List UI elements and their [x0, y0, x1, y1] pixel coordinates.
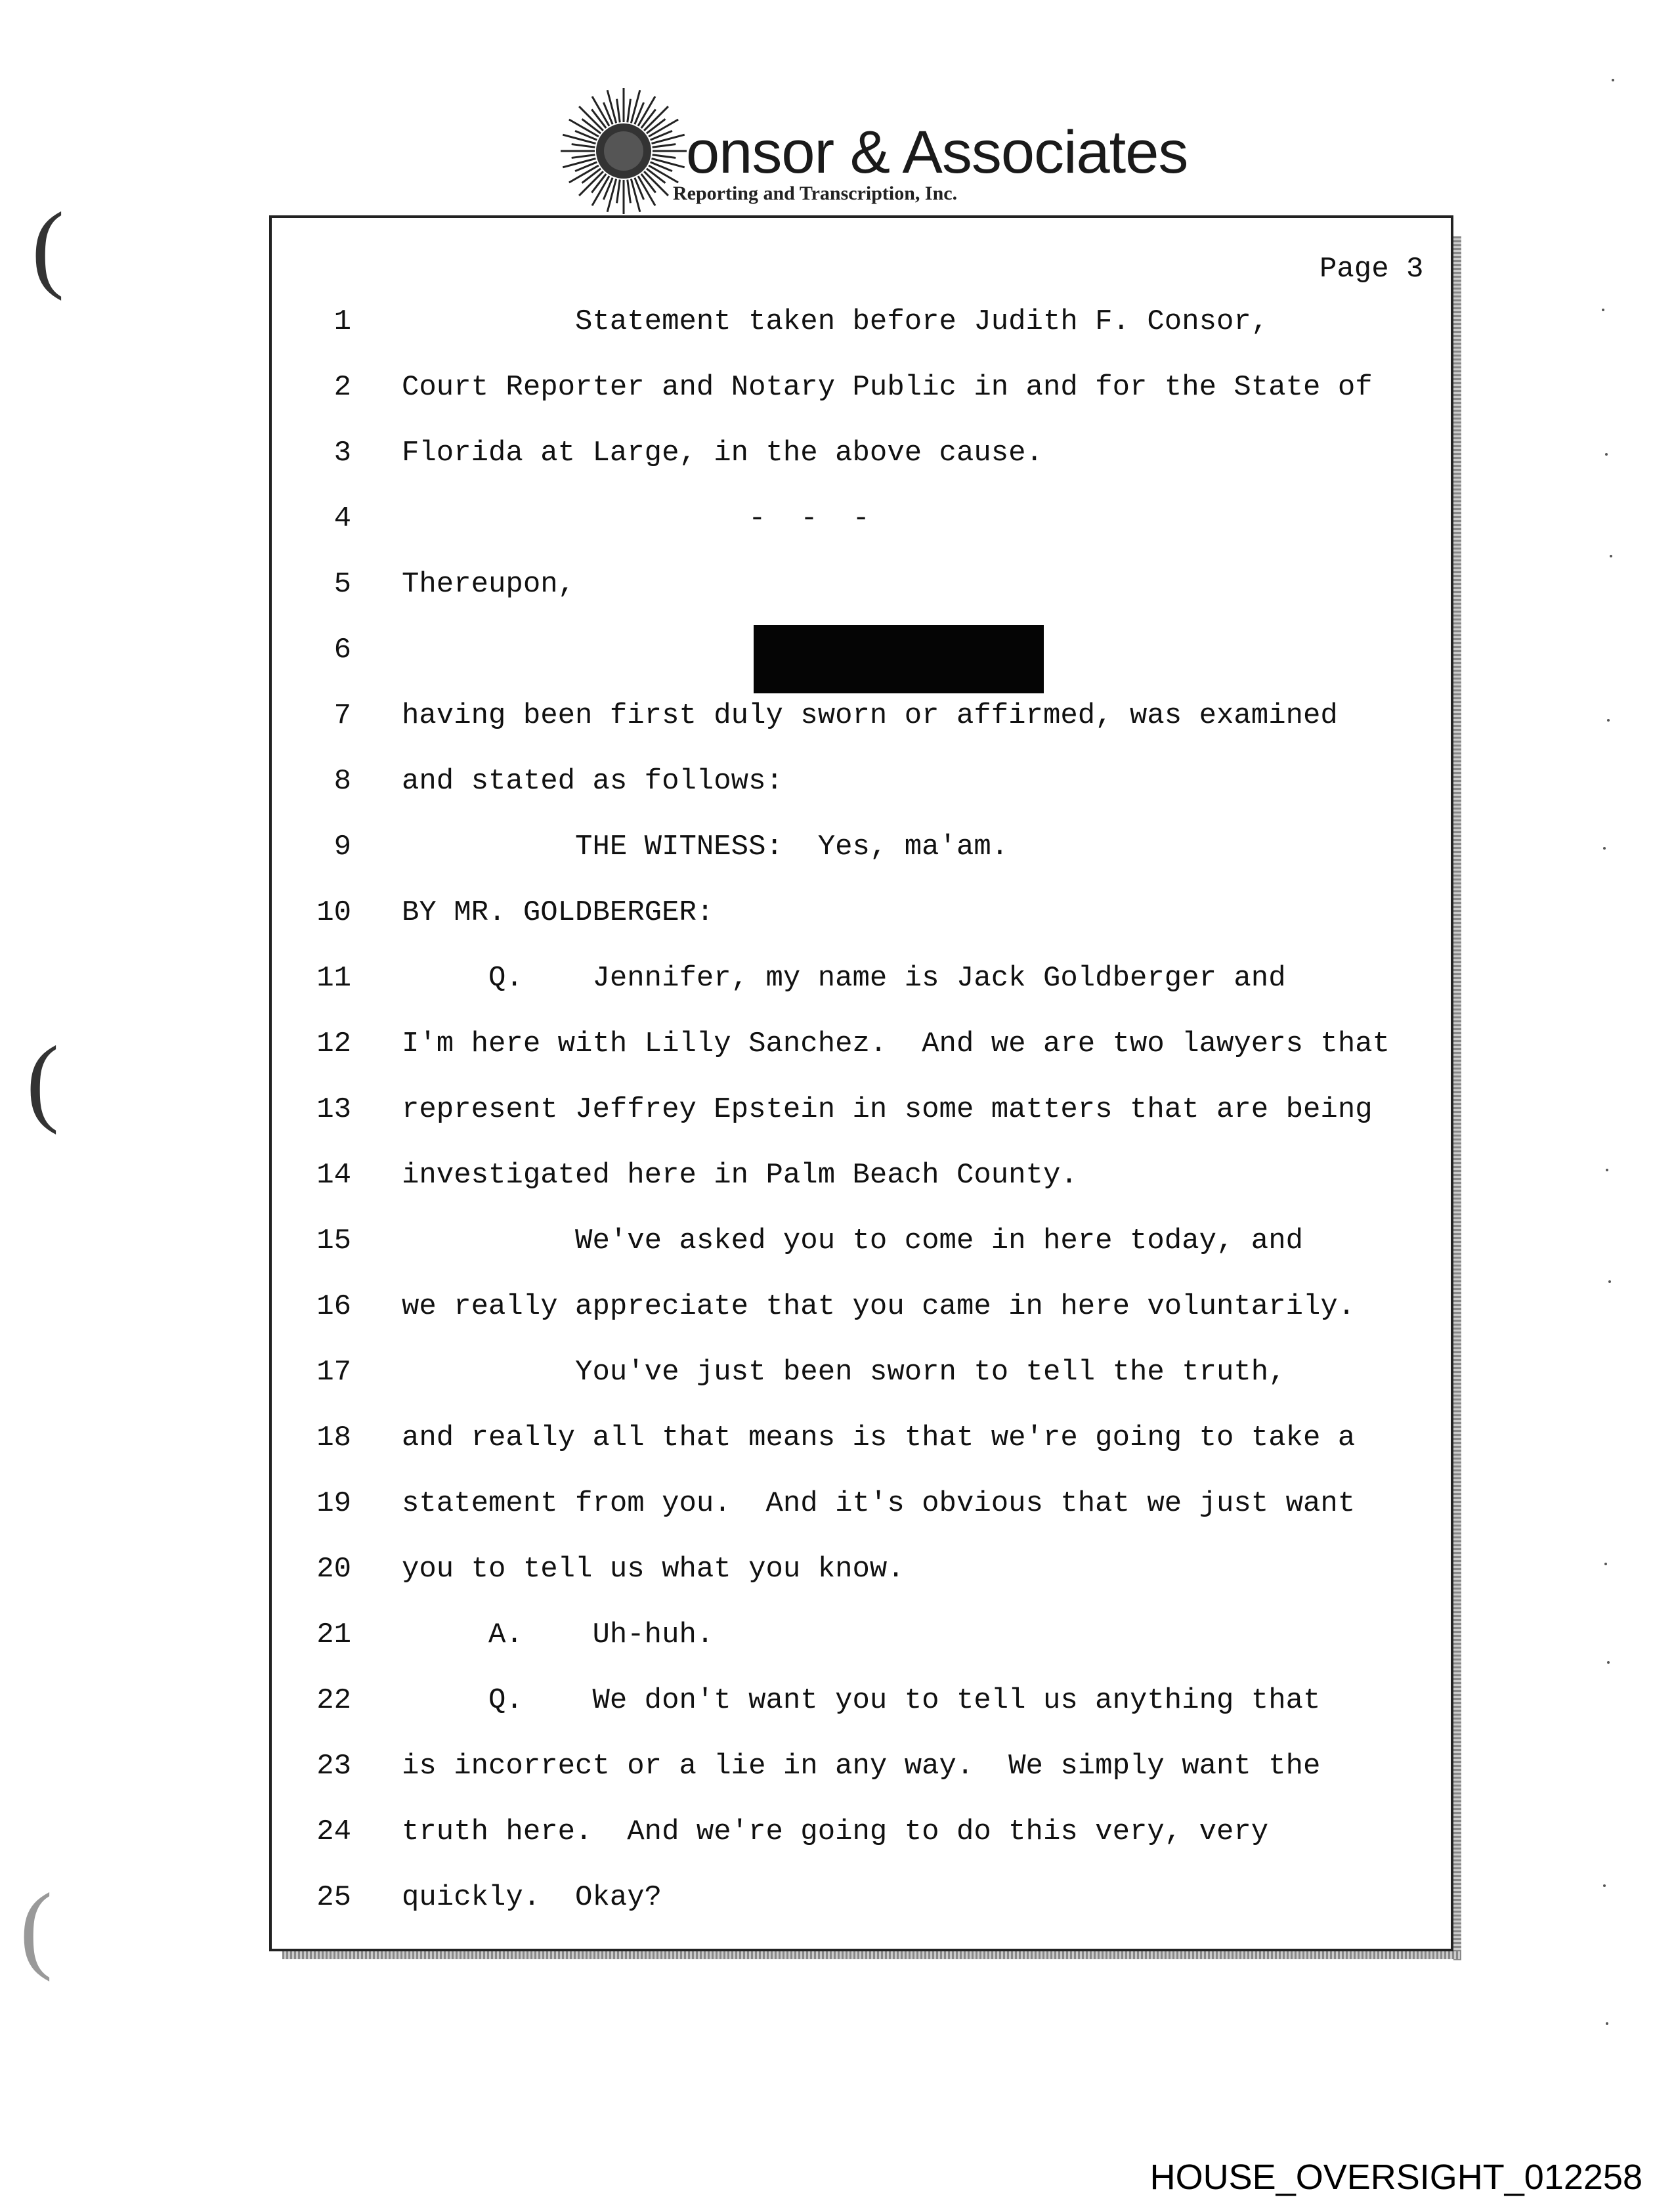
- line-number: 23: [316, 1750, 351, 1783]
- line-number: 10: [316, 896, 351, 929]
- line-text: Q. We don't want you to tell us anything that: [402, 1684, 1321, 1717]
- line-text: represent Jeffrey Epstein in some matters that are being: [402, 1093, 1373, 1126]
- line-number: 5: [333, 568, 351, 601]
- scan-speck: [1603, 847, 1606, 850]
- line-number: 16: [316, 1290, 351, 1323]
- line-number: 24: [316, 1815, 351, 1848]
- line-text: investigated here in Palm Beach County.: [402, 1159, 1078, 1192]
- redaction-bar: [754, 625, 1044, 693]
- transcript-line: [0, 896, 1444, 962]
- line-text: BY MR. GOLDBERGER:: [402, 896, 714, 929]
- logo-ray: [607, 90, 616, 123]
- punch-hole-mark: (: [26, 1026, 59, 1135]
- line-text: Q. Jennifer, my name is Jack Goldberger and: [402, 962, 1286, 995]
- punch-hole-mark: (: [32, 192, 64, 301]
- logo-ray: [563, 158, 595, 167]
- transcript-line: [0, 1290, 1444, 1356]
- transcript-line: [0, 1356, 1444, 1421]
- transcript-line: [0, 699, 1444, 765]
- frame-shadow-bottom: [282, 1951, 1461, 1959]
- transcript-line: [0, 371, 1444, 437]
- transcript-line: [0, 1684, 1444, 1750]
- transcript-line: [0, 1421, 1444, 1487]
- line-text: I'm here with Lilly Sanchez. And we are two lawyers that: [402, 1028, 1390, 1060]
- line-text: A. Uh-huh.: [402, 1618, 714, 1651]
- scan-speck: [1610, 555, 1612, 557]
- transcript-line: [0, 634, 1444, 699]
- logo-ray: [652, 158, 685, 167]
- transcript-line: [0, 765, 1444, 831]
- line-number: 12: [316, 1028, 351, 1060]
- line-number: 6: [333, 634, 351, 666]
- sunburst-logo-icon: [558, 85, 689, 217]
- company-name: onsor & Associates: [686, 119, 1188, 186]
- transcript-line: [0, 1750, 1444, 1815]
- logo-ray: [607, 179, 616, 212]
- company-tagline: Reporting and Transcription, Inc.: [673, 183, 958, 204]
- scan-speck: [1606, 1169, 1608, 1171]
- logo-ray: [653, 144, 676, 148]
- transcript-line: [0, 1881, 1444, 1947]
- logo-ray: [572, 144, 595, 148]
- line-number: 9: [333, 831, 351, 863]
- line-number: 3: [333, 437, 351, 469]
- line-text: and stated as follows:: [402, 765, 783, 798]
- scan-speck: [1606, 2022, 1608, 2025]
- logo-ray: [628, 99, 631, 123]
- transcript-line: [0, 502, 1444, 568]
- scan-speck: [1612, 79, 1614, 81]
- line-number: 14: [316, 1159, 351, 1192]
- line-number: 13: [316, 1093, 351, 1126]
- scan-speck: [1602, 309, 1604, 311]
- line-number: 20: [316, 1553, 351, 1586]
- transcript-line: [0, 1553, 1444, 1618]
- line-text: is incorrect or a lie in any way. We simply want the: [402, 1750, 1321, 1783]
- transcript-line: [0, 568, 1444, 634]
- scan-speck: [1607, 1661, 1610, 1664]
- line-number: 7: [333, 699, 351, 732]
- line-text: We've asked you to come in here today, and: [402, 1225, 1304, 1257]
- line-text: Statement taken before Judith F. Consor,: [402, 305, 1269, 338]
- punch-hole-mark: (: [20, 1873, 53, 1982]
- line-number: 4: [333, 502, 351, 535]
- line-number: 17: [316, 1356, 351, 1389]
- logo-ray: [563, 135, 595, 143]
- line-number: 11: [316, 962, 351, 995]
- scan-speck: [1605, 453, 1608, 456]
- line-number: 8: [333, 765, 351, 798]
- transcript-line: [0, 831, 1444, 896]
- line-number: 1: [333, 305, 351, 338]
- transcript-line: [0, 1618, 1444, 1684]
- line-number: 15: [316, 1225, 351, 1257]
- logo-ray: [572, 155, 595, 158]
- transcript-line: [0, 1028, 1444, 1093]
- logo-ray: [617, 180, 620, 204]
- bates-number: HOUSE_OVERSIGHT_012258: [1149, 2158, 1642, 2197]
- company-logo: [558, 85, 1188, 217]
- line-text: Thereupon,: [402, 568, 576, 601]
- line-text: truth here. And we're going to do this very, very: [402, 1815, 1269, 1848]
- line-text: we really appreciate that you came in here voluntarily.: [402, 1290, 1356, 1323]
- line-number: 18: [316, 1421, 351, 1454]
- logo-ray: [653, 155, 676, 158]
- line-number: 22: [316, 1684, 351, 1717]
- line-text: you to tell us what you know.: [402, 1553, 905, 1586]
- scan-speck: [1603, 1884, 1606, 1887]
- frame-shadow-right: [1453, 236, 1461, 1961]
- line-number: 21: [316, 1618, 351, 1651]
- transcript-line: [0, 1487, 1444, 1553]
- transcript-line: [0, 437, 1444, 502]
- line-text: statement from you. And it's obvious that we just want: [402, 1487, 1356, 1520]
- transcript-line: [0, 962, 1444, 1028]
- transcript-line: [0, 1159, 1444, 1225]
- transcript-line: [0, 1093, 1444, 1159]
- line-text: Florida at Large, in the above cause.: [402, 437, 1043, 469]
- transcript-line: [0, 1225, 1444, 1290]
- line-text: Court Reporter and Notary Public in and for the State of: [402, 371, 1373, 404]
- page-number: Page 3: [1320, 253, 1424, 286]
- scan-speck: [1604, 1563, 1607, 1565]
- line-text: You've just been sworn to tell the truth,: [402, 1356, 1286, 1389]
- line-text: THE WITNESS: Yes, ma'am.: [402, 831, 1009, 863]
- transcript-line: [0, 1815, 1444, 1881]
- logo-ray: [628, 180, 631, 204]
- scan-speck: [1608, 1280, 1611, 1283]
- logo-ray: [652, 135, 685, 143]
- line-number: 19: [316, 1487, 351, 1520]
- line-text: and really all that means is that we're going to take a: [402, 1421, 1356, 1454]
- logo-ray: [631, 90, 639, 123]
- line-number: 2: [333, 371, 351, 404]
- transcript-line: [0, 305, 1444, 371]
- line-text: - - -: [402, 502, 870, 535]
- line-number: 25: [316, 1881, 351, 1914]
- line-text: having been first duly sworn or affirmed, was examined: [402, 699, 1338, 732]
- scan-speck: [1607, 719, 1610, 722]
- logo-ray: [631, 179, 639, 212]
- logo-ray: [617, 99, 620, 123]
- line-text: quickly. Okay?: [402, 1881, 662, 1914]
